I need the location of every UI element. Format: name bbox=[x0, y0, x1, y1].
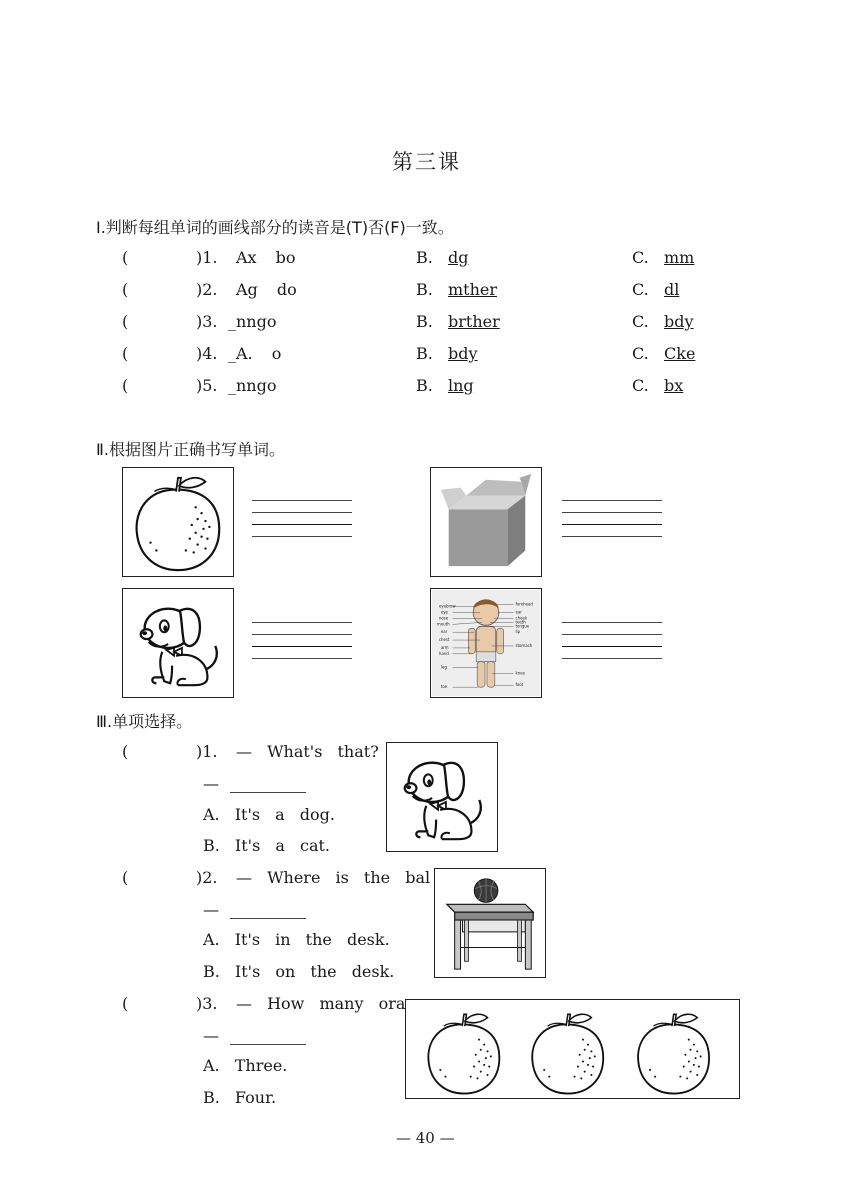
answer-paren[interactable]: ( bbox=[122, 994, 129, 1013]
answer-dash: — bbox=[203, 1026, 219, 1045]
option-b-label: B. bbox=[416, 312, 433, 331]
oranges-image bbox=[405, 999, 740, 1099]
svg-text:lip: lip bbox=[515, 629, 521, 635]
question-number: )2. bbox=[196, 280, 218, 299]
answer-blank[interactable] bbox=[230, 918, 306, 919]
option-c-label: C. bbox=[632, 312, 649, 331]
svg-text:forehead: forehead bbox=[515, 601, 533, 607]
answer-blank[interactable] bbox=[230, 1044, 306, 1045]
svg-text:leg: leg bbox=[440, 664, 447, 670]
question-stem: — Where is the bal bbox=[236, 868, 431, 887]
option-a: _nngo bbox=[228, 312, 277, 331]
option-c: dl bbox=[664, 280, 680, 299]
dog-image-q1 bbox=[386, 742, 498, 852]
option-c-label: C. bbox=[632, 344, 649, 363]
question-stem: — What's that? bbox=[236, 742, 379, 761]
option-b-label: B. bbox=[416, 280, 433, 299]
option-b-label: B. bbox=[416, 248, 433, 267]
option-c-label: C. bbox=[632, 248, 649, 267]
question-stem: — How many ora bbox=[236, 994, 406, 1013]
section1-heading: Ⅰ.判断每组单词的画线部分的读音是(T)否(F)一致。 bbox=[96, 218, 454, 237]
body-diagram-icon bbox=[431, 589, 541, 697]
answer-paren[interactable]: ( bbox=[122, 868, 129, 887]
svg-text:hand: hand bbox=[438, 650, 449, 656]
question-number: )3. bbox=[196, 312, 218, 331]
answer-dash: — bbox=[203, 900, 219, 919]
svg-text:knee: knee bbox=[515, 670, 526, 676]
option-b[interactable]: B. Four. bbox=[203, 1088, 277, 1107]
option-c-label: C. bbox=[632, 280, 649, 299]
page-title: 第三课 bbox=[392, 150, 461, 174]
box-image bbox=[430, 467, 542, 577]
option-b: mther bbox=[448, 280, 498, 299]
svg-text:toe: toe bbox=[440, 684, 448, 690]
option-a: _A. o bbox=[228, 344, 282, 363]
answer-paren[interactable]: ( bbox=[122, 376, 129, 395]
option-c: bdy bbox=[664, 312, 694, 331]
question-number: )4. bbox=[196, 344, 218, 363]
option-c: Cke bbox=[664, 344, 696, 363]
body-image bbox=[430, 588, 542, 698]
three-oranges-icon bbox=[406, 1000, 739, 1098]
svg-text:cheek: cheek bbox=[515, 615, 528, 621]
answer-paren[interactable]: ( bbox=[122, 344, 129, 363]
option-c: bx bbox=[664, 376, 684, 395]
option-b[interactable]: B. It's on the desk. bbox=[203, 962, 395, 981]
option-a: Ag do bbox=[236, 280, 297, 299]
answer-dash: — bbox=[203, 774, 219, 793]
option-c: mm bbox=[664, 248, 695, 267]
svg-text:ear: ear bbox=[515, 609, 522, 615]
svg-text:eyebrow: eyebrow bbox=[438, 603, 456, 609]
orange-icon bbox=[123, 468, 233, 576]
option-b: bdy bbox=[448, 344, 478, 363]
option-b-label: B. bbox=[416, 376, 433, 395]
section3-heading: Ⅲ.单项选择。 bbox=[96, 712, 193, 731]
option-b: dg bbox=[448, 248, 469, 267]
option-b: brther bbox=[448, 312, 500, 331]
svg-text:foot: foot bbox=[515, 682, 524, 688]
svg-text:stomach: stomach bbox=[515, 642, 533, 648]
question-number: )2. bbox=[196, 868, 218, 887]
option-a: _nngo bbox=[228, 376, 277, 395]
svg-text:ear: ear bbox=[440, 629, 448, 635]
option-a: Ax bo bbox=[236, 248, 296, 267]
box-icon bbox=[431, 468, 541, 576]
option-c-label: C. bbox=[632, 376, 649, 395]
section2-heading: Ⅱ.根据图片正确书写单词。 bbox=[96, 440, 285, 459]
question-number: )3. bbox=[196, 994, 218, 1013]
svg-text:teeth: teeth bbox=[515, 619, 526, 625]
dog-image bbox=[122, 588, 234, 698]
option-a[interactable]: A. It's a dog. bbox=[203, 805, 335, 824]
page-number: — 40 — bbox=[396, 1129, 455, 1147]
option-a[interactable]: A. Three. bbox=[203, 1056, 288, 1075]
orange-image bbox=[122, 467, 234, 577]
desk-ball-icon bbox=[435, 869, 545, 977]
desk-ball-image bbox=[434, 868, 546, 978]
answer-paren[interactable]: ( bbox=[122, 312, 129, 331]
svg-text:mouth: mouth bbox=[436, 621, 450, 627]
svg-text:arm: arm bbox=[440, 644, 449, 650]
dog-icon bbox=[387, 743, 497, 851]
option-b-label: B. bbox=[416, 344, 433, 363]
answer-paren[interactable]: ( bbox=[122, 248, 129, 267]
option-b: lng bbox=[448, 376, 474, 395]
question-number: )1. bbox=[196, 248, 218, 267]
dog-icon bbox=[123, 589, 233, 697]
svg-text:chest: chest bbox=[438, 637, 450, 643]
question-number: )5. bbox=[196, 376, 218, 395]
answer-paren[interactable]: ( bbox=[122, 280, 129, 299]
option-b[interactable]: B. It's a cat. bbox=[203, 836, 331, 855]
svg-text:tongue: tongue bbox=[515, 623, 530, 629]
svg-text:nose: nose bbox=[438, 615, 449, 621]
option-a[interactable]: A. It's in the desk. bbox=[203, 930, 390, 949]
question-number: )1. bbox=[196, 742, 218, 761]
answer-blank[interactable] bbox=[230, 792, 306, 793]
answer-paren[interactable]: ( bbox=[122, 742, 129, 761]
svg-text:eye: eye bbox=[440, 609, 448, 615]
